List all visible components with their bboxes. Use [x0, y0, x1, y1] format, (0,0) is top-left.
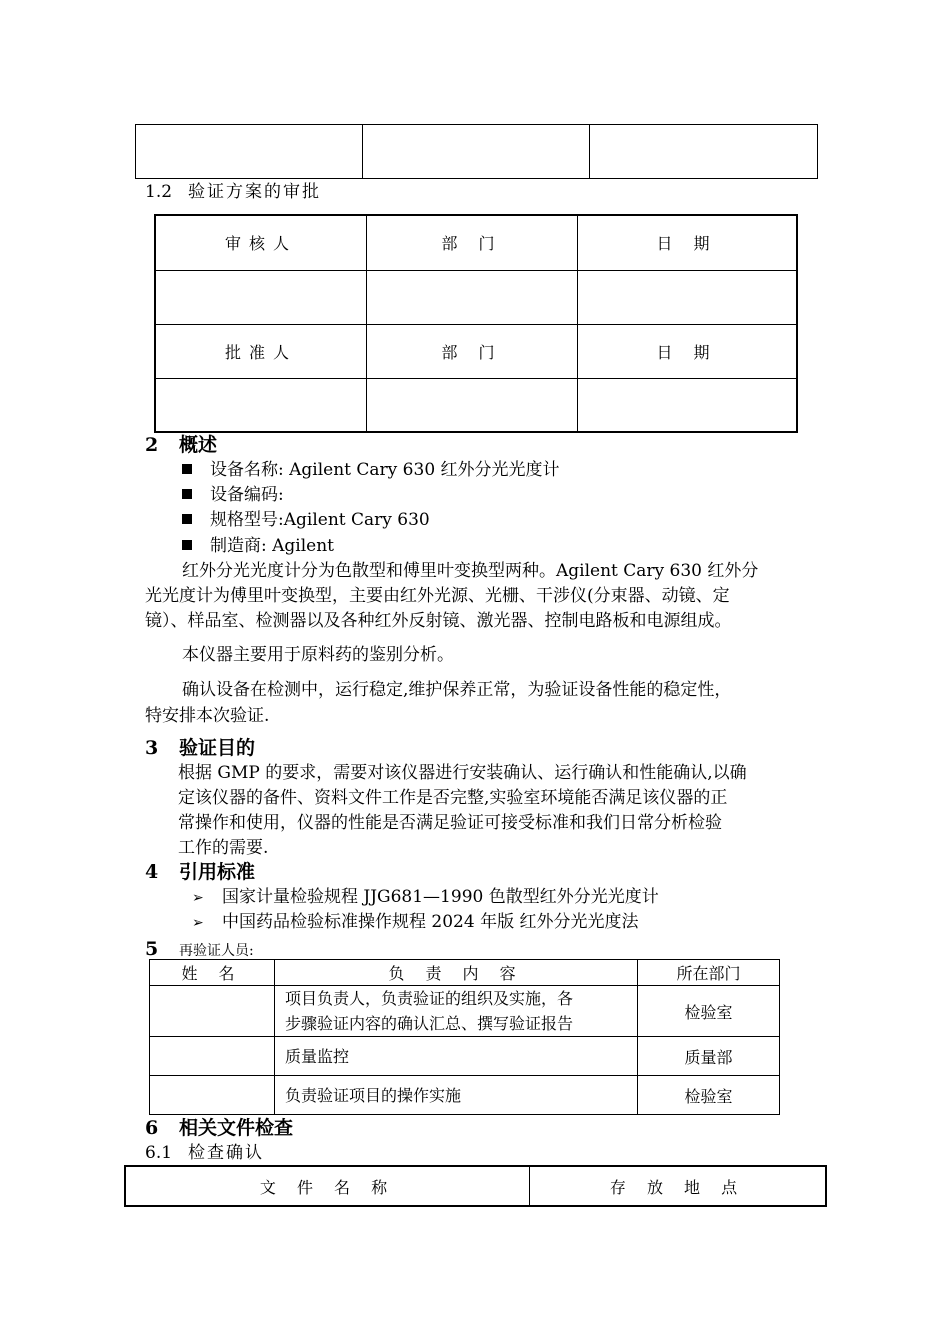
- section-4-heading: [145, 859, 255, 885]
- paragraph-line: 红外分光光度计分为色散型和傅里叶变换型两种。Agilent Cary 630 红外分: [182, 561, 759, 581]
- paragraph: 本仪器主要用于原料药的鉴别分析。: [182, 645, 454, 665]
- section-title: 检查确认: [188, 1143, 265, 1163]
- square-bullet-icon: [182, 540, 192, 550]
- name-cell: [150, 1037, 275, 1076]
- arrow-bullet-icon: ➢: [192, 890, 204, 906]
- list-item: 制造商: Agilent: [182, 534, 334, 559]
- top-table: [135, 124, 818, 179]
- list-item: 设备编码:: [182, 483, 284, 508]
- list-item: 规格型号:Agilent Cary 630: [182, 508, 430, 533]
- section-title: 引用标准: [179, 861, 256, 883]
- date-cell: [578, 270, 798, 324]
- paragraph-line: 光光度计为傅里叶变换型，主要由红外光源、光栅、干涉仪(分束器、动镜、定: [145, 586, 730, 606]
- square-bullet-icon: [182, 464, 192, 474]
- list-item: ➢ 国家计量检验规程 JJG681—1990 色散型红外分光光度计: [192, 885, 659, 911]
- section-6-heading: [145, 1115, 293, 1141]
- paragraph-line: 确认设备在检测中，运行稳定,维护保养正常，为验证设备性能的稳定性，: [182, 680, 732, 700]
- reviewer-header: 审核人: [155, 215, 367, 270]
- paragraph-line: 定该仪器的备件、资料文件工作是否完整,实验室环境能否满足该仪器的正: [178, 788, 728, 808]
- section-title: 相关文件检查: [179, 1117, 294, 1139]
- documents-table: [124, 1165, 827, 1207]
- section-number: 6.1: [145, 1143, 173, 1163]
- square-bullet-icon: [182, 514, 192, 524]
- name-cell: [150, 986, 275, 1037]
- top-table-cell: [363, 125, 590, 179]
- section-title: 验证方案的审批: [188, 182, 322, 202]
- table-row: [150, 1037, 780, 1076]
- table-row: [150, 986, 780, 1037]
- square-bullet-icon: [182, 489, 192, 499]
- table-header: 存 放 地 点: [530, 1166, 827, 1206]
- approval-table: [154, 214, 798, 433]
- paragraph-line: 常操作和使用，仪器的性能是否满足验证可接受标准和我们日常分析检验: [178, 813, 722, 833]
- section-number: 2: [145, 434, 159, 456]
- section-6-1-heading: [145, 1141, 264, 1166]
- date-header: 日 期: [578, 215, 798, 270]
- duty-cell: 项目负责人，负责验证的组织及实施，各 步骤验证内容的确认汇总、撰写验证报告: [275, 986, 638, 1037]
- section-number: 4: [145, 861, 159, 883]
- section-3-heading: [145, 735, 255, 761]
- reviewer-cell: [155, 270, 367, 324]
- arrow-bullet-icon: ➢: [192, 915, 204, 931]
- approver-cell: [155, 378, 367, 432]
- personnel-table: [149, 959, 780, 1115]
- paragraph-line: 镜）、样品室、检测器以及各种红外反射镜、激光器、控制电路板和电源组成。: [145, 611, 732, 631]
- top-table-cell: [136, 125, 363, 179]
- dept-cell: [367, 378, 578, 432]
- section-2-heading: [145, 432, 217, 458]
- table-header: 所在部门: [638, 960, 780, 986]
- section-title: 再验证人员:: [179, 943, 254, 959]
- dept-header: 部 门: [367, 215, 578, 270]
- section-title: 概述: [179, 434, 218, 456]
- dept-cell: 质量部: [638, 1037, 780, 1076]
- section-1-2-heading: [145, 180, 321, 205]
- table-header: 姓 名: [150, 960, 275, 986]
- dept-cell: 检验室: [638, 986, 780, 1037]
- table-header: 负 责 内 容: [275, 960, 638, 986]
- dept-header: 部 门: [367, 324, 578, 378]
- section-title: 验证目的: [179, 737, 256, 759]
- list-item: ➢ 中国药品检验标准操作规程 2024 年版 红外分光光度法: [192, 910, 638, 936]
- section-number: 3: [145, 737, 159, 759]
- dept-cell: [367, 270, 578, 324]
- dept-cell: 检验室: [638, 1076, 780, 1115]
- top-table-cell: [590, 125, 818, 179]
- table-header: 文 件 名 称: [125, 1166, 530, 1206]
- date-cell: [578, 378, 798, 432]
- section-number: 6: [145, 1117, 159, 1139]
- paragraph-line: 特安排本次验证.: [145, 706, 270, 726]
- paragraph-line: 工作的需要.: [178, 838, 269, 858]
- duty-cell: 质量监控: [275, 1037, 638, 1076]
- name-cell: [150, 1076, 275, 1115]
- list-item: 设备名称: Agilent Cary 630 红外分光光度计: [182, 458, 560, 483]
- section-number: 5: [145, 938, 159, 960]
- date-header: 日 期: [578, 324, 798, 378]
- approver-header: 批准人: [155, 324, 367, 378]
- paragraph-line: 根据 GMP 的要求，需要对该仪器进行安装确认、运行确认和性能确认,以确: [178, 763, 747, 783]
- table-row: [150, 1076, 780, 1115]
- duty-cell: 负责验证项目的操作实施: [275, 1076, 638, 1115]
- section-number: 1.2: [145, 182, 173, 202]
